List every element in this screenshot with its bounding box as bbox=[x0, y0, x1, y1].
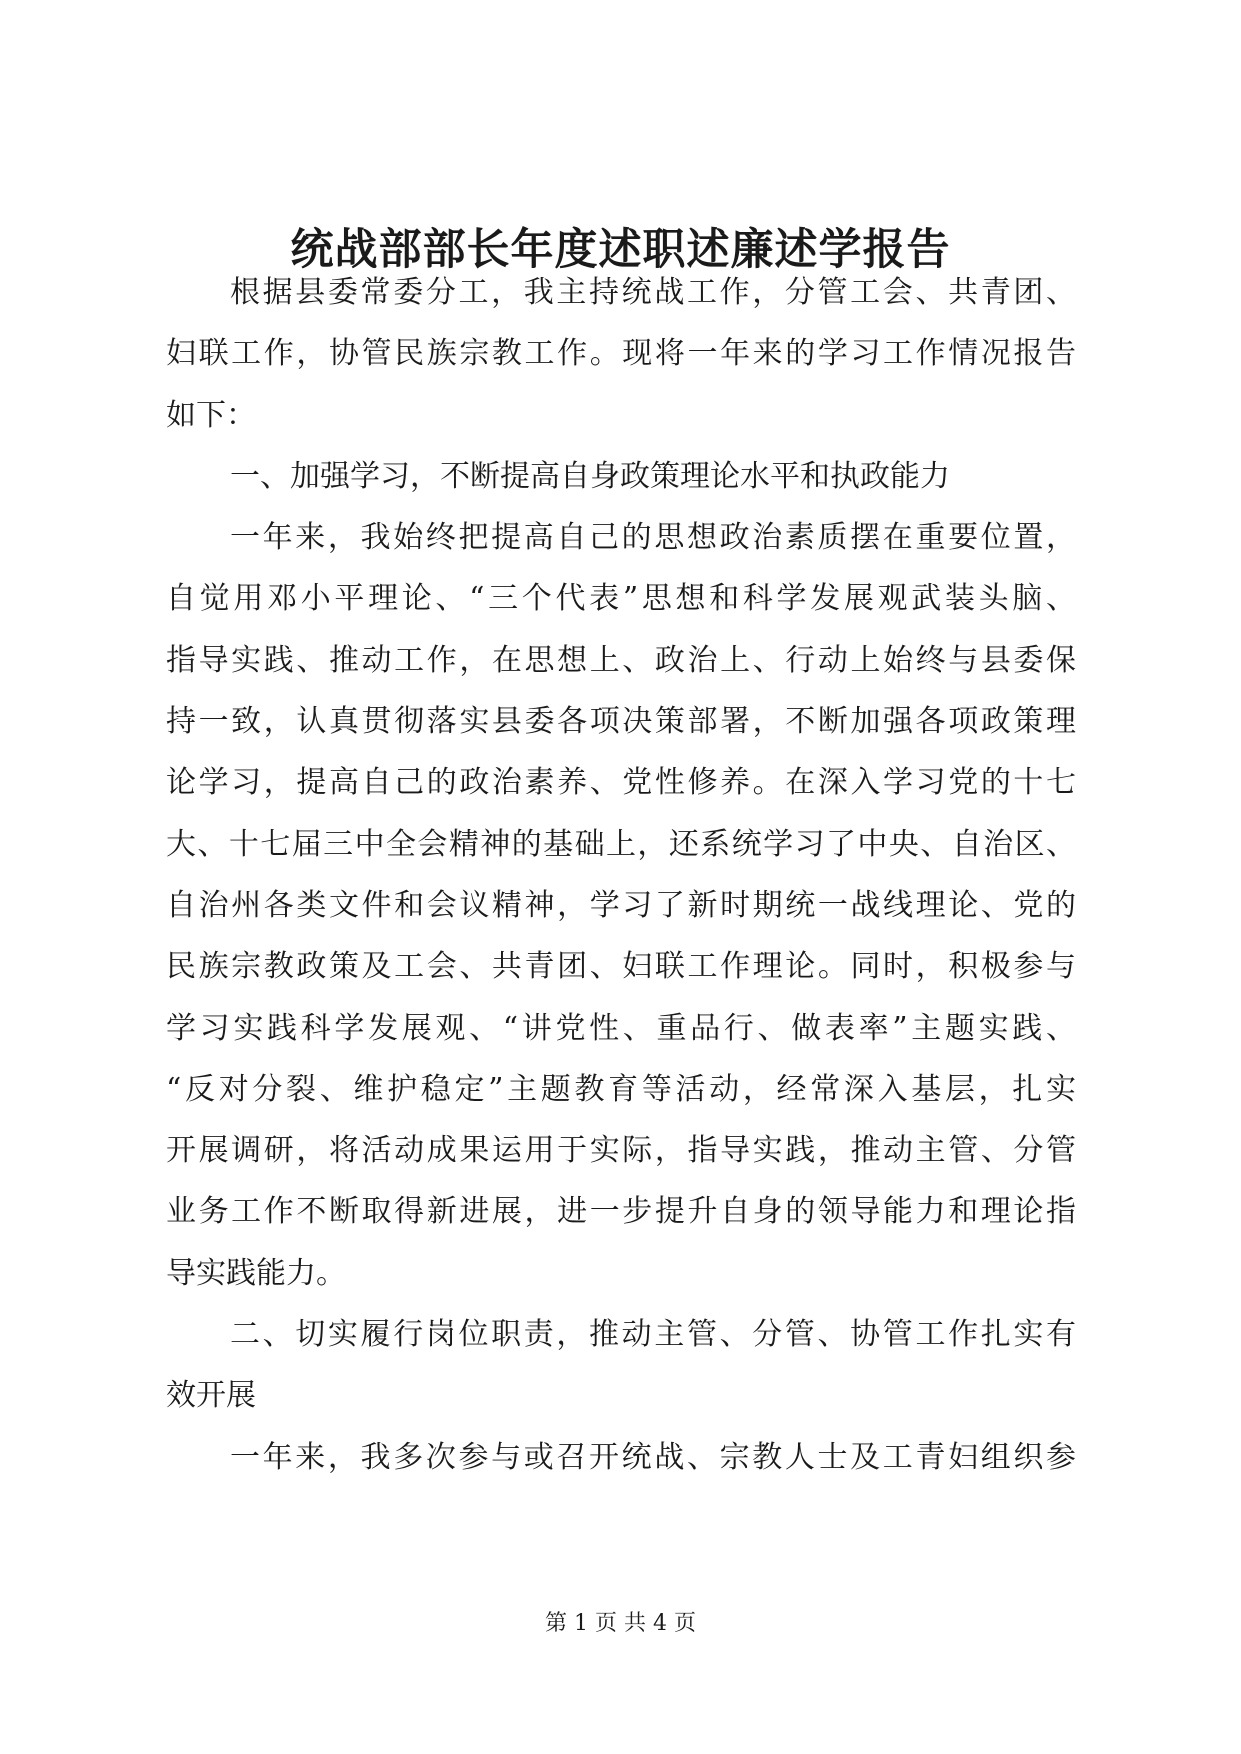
body-line: 自治州各类文件和会议精神，学习了新时期统一战线理论、党的 bbox=[166, 887, 1076, 923]
body-line: 论学习，提高自己的政治素养、党性修养。在深入学习党的十七 bbox=[166, 765, 1076, 801]
body-line: 妇联工作，协管民族宗教工作。现将一年来的学习工作情况报告 bbox=[166, 336, 1076, 372]
body-line: 持一致，认真贯彻落实县委各项决策部署，不断加强各项政策理 bbox=[166, 704, 1076, 740]
body-line: “反对分裂、维护稳定”主题教育等活动，经常深入基层，扎实 bbox=[166, 1071, 1076, 1107]
body-line: 如下： bbox=[166, 397, 256, 433]
section-heading: 二、切实履行岗位职责，推动主管、分管、协管工作扎实有 bbox=[230, 1317, 1076, 1353]
page-number-footer: 第 1 页 共 4 页 bbox=[545, 1611, 696, 1636]
document-body bbox=[166, 262, 1076, 1488]
section-heading: 效开展 bbox=[166, 1378, 256, 1414]
document-title: 统战部部长年度述职述廉述学报告 bbox=[290, 225, 951, 275]
body-line: 学习实践科学发展观、“讲党性、重品行、做表率”主题实践、 bbox=[166, 1010, 1076, 1046]
section-heading: 一、加强学习，不断提高自身政策理论水平和执政能力 bbox=[230, 458, 950, 494]
body-line: 根据县委常委分工，我主持统战工作，分管工会、共青团、 bbox=[230, 275, 1076, 310]
body-line: 一年来，我始终把提高自己的思想政治素质摆在重要位置， bbox=[230, 520, 1076, 556]
body-line: 民族宗教政策及工会、共青团、妇联工作理论。同时，积极参与 bbox=[166, 949, 1076, 985]
body-line: 指导实践、推动工作，在思想上、政治上、行动上始终与县委保 bbox=[166, 642, 1076, 678]
body-line: 开展调研，将活动成果运用于实际，指导实践，推动主管、分管 bbox=[166, 1133, 1076, 1169]
body-line: 导实践能力。 bbox=[166, 1255, 346, 1291]
body-line: 大、十七届三中全会精神的基础上，还系统学习了中央、自治区、 bbox=[166, 826, 1076, 862]
body-line: 业务工作不断取得新进展，进一步提升自身的领导能力和理论指 bbox=[166, 1194, 1076, 1230]
body-line: 一年来，我多次参与或召开统战、宗教人士及工青妇组织参 bbox=[230, 1439, 1076, 1475]
body-line: 自觉用邓小平理论、“三个代表”思想和科学发展观武装头脑、 bbox=[166, 581, 1076, 617]
